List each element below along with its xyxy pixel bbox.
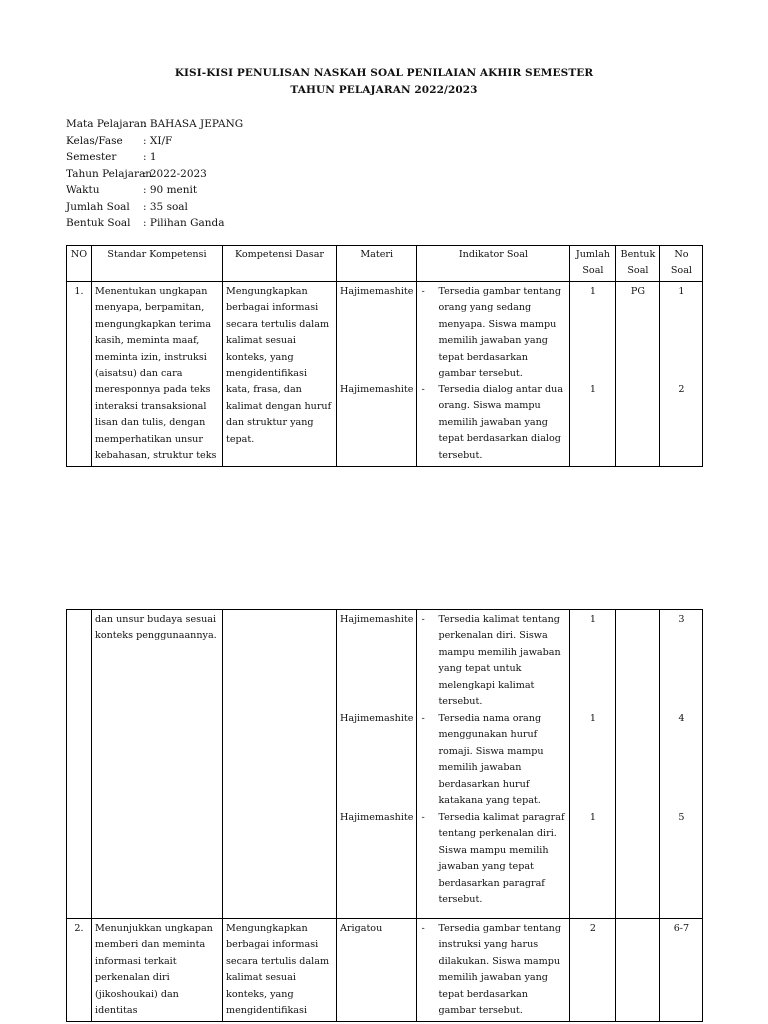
bullet-dash: -	[421, 713, 425, 724]
col-header-bentuk-soal: Bentuk Soal	[616, 246, 660, 282]
col-header-no-soal: No Soal	[660, 246, 703, 282]
document-title: KISI-KISI PENULISAN NASKAH SOAL PENILAIAN AKHIR SEMESTER	[174, 67, 594, 79]
materi-item: Hajimemashite	[340, 713, 414, 724]
indikator-cell	[417, 919, 570, 1022]
bentuk-soal-cell: PG	[616, 282, 660, 467]
row-number: 1.	[67, 282, 92, 467]
jumlah-soal-cell	[570, 610, 616, 919]
indikator-text: Tersedia gambar tentang instruksi yang harus dilakukan. Siswa mampu memilih jawaban yang tepat berdasarkan gambar tersebut.	[438, 923, 561, 1017]
row-number	[67, 610, 92, 919]
table-row	[67, 919, 703, 1022]
info-value: : 35 soal	[143, 200, 188, 213]
col-header-materi: Materi	[337, 246, 417, 282]
indikator-item	[420, 382, 566, 464]
indikator-text: Tersedia nama orang menggunakan huruf romaji. Siswa mampu memilih jawaban berdasarkan huruf katakana yang tepat.	[438, 713, 544, 807]
no-soal-value: 1	[678, 286, 685, 297]
info-value: : 90 menit	[143, 184, 198, 196]
bentuk-soal-cell	[616, 610, 660, 919]
grid-table-page2	[66, 609, 703, 1022]
col-header-jumlah-soal: Jumlah Soal	[570, 246, 616, 282]
col-header-standar-kompetensi: Standar Kompetensi	[92, 246, 223, 282]
kompetensi-dasar-cell: Mengungkapkan berbagai informasi secara tertulis dalam kalimat sesuai konteks, yang mengidentifikasi	[223, 919, 337, 1022]
jumlah-value: 1	[589, 614, 596, 625]
no-soal-cell: 6-7	[660, 919, 703, 1022]
jumlah-value: 1	[589, 713, 596, 724]
no-soal-cell	[660, 282, 703, 467]
indikator-item	[420, 810, 566, 908]
table-row	[67, 610, 703, 919]
subject-info	[66, 116, 243, 232]
indikator-text: Tersedia gambar tentang orang yang sedang menyapa. Siswa mampu memilih jawaban yang tepat berdasarkan gambar tersebut.	[438, 286, 561, 380]
bentuk-soal-cell	[616, 919, 660, 1022]
kompetensi-dasar-cell: Mengungkapkan berbagai informasi secara tertulis dalam kalimat sesuai konteks, yang mengidentifikasi kata, frasa, dan kalimat dengan huruf dan struktur yang tepat.	[223, 282, 337, 467]
standar-kompetensi-cell: dan unsur budaya sesuai konteks penggunaannya.	[92, 610, 223, 919]
info-row	[66, 215, 243, 232]
materi-item: Hajimemashite	[340, 286, 414, 297]
table-row	[67, 282, 703, 467]
no-soal-cell	[660, 610, 703, 919]
jumlah-soal-cell: 2	[570, 919, 616, 1022]
standar-kompetensi-cell: Menunjukkan ungkapan memberi dan meminta informasi terkait perkenalan diri (jikoshoukai) dan identitas	[92, 919, 223, 1022]
info-row	[66, 133, 243, 150]
indikator-item	[420, 711, 566, 810]
bullet-dash: -	[421, 923, 425, 934]
indikator-text: Tersedia kalimat tentang perkenalan diri. Siswa mampu memilih jawaban yang tepat untuk melengkapi kalimat tersebut.	[438, 614, 561, 708]
indikator-cell	[417, 282, 570, 467]
info-label: Waktu	[66, 184, 100, 196]
indikator-text: Tersedia kalimat paragraf tentang perkenalan diri. Siswa mampu memilih jawaban yang tepat berdasarkan paragraf tersebut.	[438, 812, 565, 906]
bullet-dash: -	[421, 812, 425, 823]
bullet-dash: -	[421, 384, 425, 395]
jumlah-value: 1	[589, 812, 596, 823]
info-label: Kelas/Fase	[66, 134, 123, 147]
info-row	[66, 182, 243, 199]
no-soal-value: 4	[678, 713, 685, 724]
bullet-dash: -	[421, 286, 425, 297]
info-value: : XI/F	[143, 134, 173, 147]
bullet-dash: -	[421, 614, 425, 625]
materi-cell	[337, 282, 417, 467]
materi-item: Hajimemashite	[340, 812, 414, 823]
info-value: : 2022-2023	[143, 167, 207, 180]
row-number: 2.	[67, 919, 92, 1022]
document-subtitle: TAHUN PELAJARAN 2022/2023	[290, 84, 478, 96]
col-header-no: NO	[67, 246, 92, 282]
info-label: Semester	[66, 151, 117, 163]
indikator-text: Tersedia dialog antar dua orang. Siswa mampu memilih jawaban yang tepat berdasarkan dialog tersebut.	[438, 384, 564, 461]
indikator-item	[420, 612, 566, 711]
info-value: : Pilihan Ganda	[143, 217, 225, 229]
materi-item: Hajimemashite	[340, 614, 414, 625]
header-row	[67, 246, 703, 282]
info-label: Tahun Pelajaran	[66, 167, 153, 180]
col-header-indikator-soal: Indikator Soal	[417, 246, 570, 282]
col-header-kompetensi-dasar: Kompetensi Dasar	[223, 246, 337, 282]
info-label: Bentuk Soal	[66, 217, 131, 229]
info-row	[66, 166, 243, 183]
jumlah-value: 1	[589, 384, 596, 395]
no-soal-value: 3	[678, 614, 685, 625]
info-value: : BAHASA JEPANG	[143, 118, 244, 130]
indikator-item	[420, 284, 566, 382]
indikator-cell	[417, 610, 570, 919]
info-row	[66, 116, 243, 133]
info-row	[66, 199, 243, 216]
indikator-item	[420, 921, 566, 1019]
no-soal-value: 2	[678, 384, 685, 395]
materi-cell: Arigatou	[337, 919, 417, 1022]
kompetensi-dasar-cell	[223, 610, 337, 919]
info-value: : 1	[143, 151, 157, 163]
no-soal-value: 5	[678, 812, 685, 823]
info-label: Jumlah Soal	[66, 200, 130, 213]
materi-cell	[337, 610, 417, 919]
info-label: Mata Pelajaran	[66, 118, 147, 130]
grid-table-page1	[66, 245, 703, 467]
materi-item: Hajimemashite	[340, 384, 414, 395]
jumlah-soal-cell	[570, 282, 616, 467]
jumlah-value: 1	[589, 286, 596, 297]
standar-kompetensi-cell: Menentukan ungkapan menyapa, berpamitan, mengungkapkan terima kasih, meminta maaf, meminta izin, instruksi (aisatsu) dan cara meresponnya pada teks interaksi transaksional lisan dan tulis, dengan memperhatikan unsur kebahasan, struktur teks	[92, 282, 223, 467]
info-row	[66, 149, 243, 166]
